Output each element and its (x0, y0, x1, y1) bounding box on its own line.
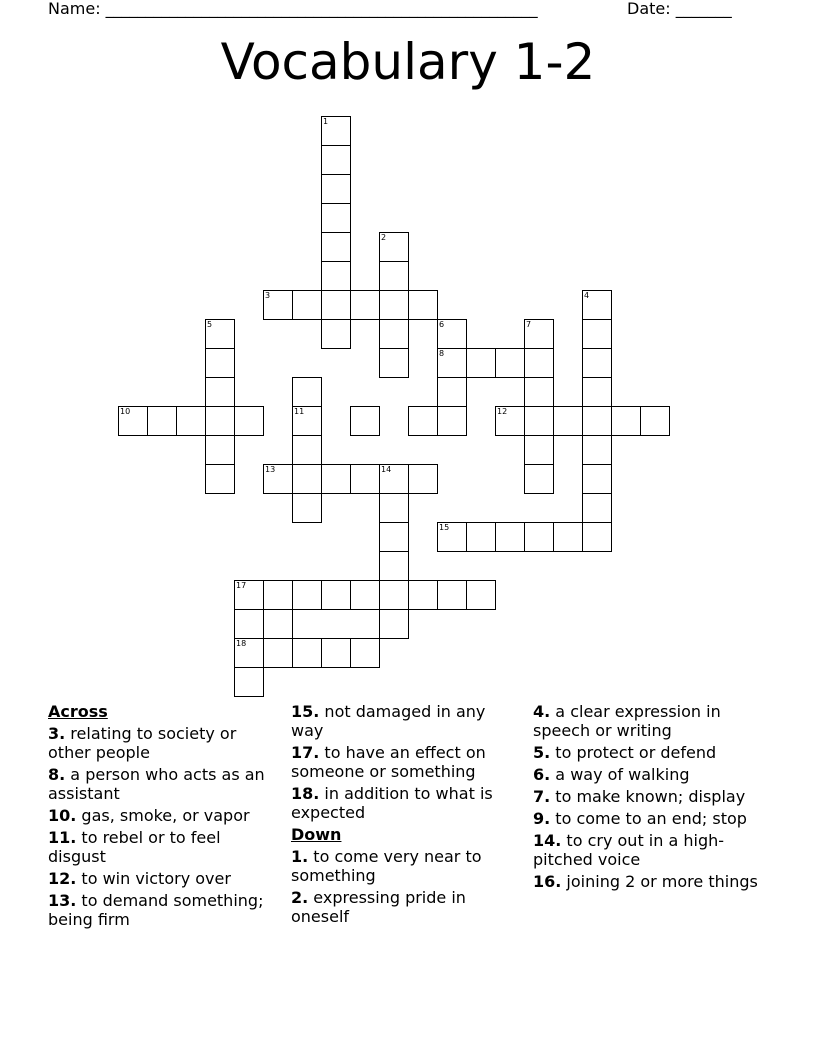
grid-cell[interactable] (263, 464, 293, 494)
clue-item-text: to make known; display (550, 787, 746, 806)
clues-column-3 (533, 702, 758, 894)
clue-item-text: not damaged in any way (291, 702, 486, 740)
clue-item-text: to win victory over (76, 869, 231, 888)
grid-cell[interactable] (582, 319, 612, 349)
clue-number: 13 (265, 465, 276, 474)
clue-number: 17 (236, 581, 247, 590)
grid-cell[interactable] (437, 522, 467, 552)
grid-cell[interactable] (437, 406, 467, 436)
grid-cell[interactable] (350, 290, 380, 320)
grid-cell[interactable] (379, 493, 409, 523)
clue-item-number: 7. (533, 787, 551, 806)
clue-number: 2 (381, 233, 387, 242)
clue-number: 6 (439, 320, 445, 329)
name-field-label: Name: ______________________________________________________ (48, 0, 538, 18)
grid-cell[interactable] (524, 406, 554, 436)
clue-item-text: expressing pride in oneself (291, 888, 466, 926)
clue-item-text: to come to an end; stop (550, 809, 747, 828)
grid-cell[interactable] (292, 638, 322, 668)
clue-item-text: gas, smoke, or vapor (76, 806, 250, 825)
grid-cell[interactable] (524, 319, 554, 349)
clue-item-number: 16. (533, 872, 562, 891)
clue-item-number: 18. (291, 784, 320, 803)
grid-cell[interactable] (466, 348, 496, 378)
clue-number: 7 (526, 320, 532, 329)
clue-item (48, 806, 273, 825)
clue-number: 4 (584, 291, 590, 300)
clues-column-2 (291, 702, 516, 929)
clue-item (533, 743, 758, 762)
clue-item-number: 9. (533, 809, 551, 828)
clue-item-number: 15. (291, 702, 320, 721)
clue-item (48, 724, 273, 762)
grid-cell[interactable] (379, 580, 409, 610)
grid-cell[interactable] (408, 406, 438, 436)
clue-item (533, 702, 758, 740)
clue-number: 5 (207, 320, 213, 329)
grid-cell[interactable] (582, 290, 612, 320)
grid-cell[interactable] (205, 319, 235, 349)
grid-cell[interactable] (292, 493, 322, 523)
grid-cell[interactable] (582, 522, 612, 552)
grid-cell[interactable] (408, 464, 438, 494)
clue-item (48, 765, 273, 803)
clue-item-text: to come very near to something (291, 847, 482, 885)
grid-cell[interactable] (495, 406, 525, 436)
clue-item-number: 5. (533, 743, 551, 762)
grid-cell[interactable] (640, 406, 670, 436)
clue-item-number: 12. (48, 869, 77, 888)
grid-cell[interactable] (350, 638, 380, 668)
down-heading: Down (291, 825, 342, 844)
clue-item (48, 828, 273, 866)
grid-cell[interactable] (379, 609, 409, 639)
grid-cell[interactable] (321, 116, 351, 146)
grid-cell[interactable] (379, 261, 409, 291)
grid-cell[interactable] (524, 435, 554, 465)
grid-cell[interactable] (437, 580, 467, 610)
grid-cell[interactable] (147, 406, 177, 436)
clue-item-number: 8. (48, 765, 66, 784)
clue-item (291, 784, 516, 822)
grid-cell[interactable] (205, 348, 235, 378)
grid-cell[interactable] (205, 406, 235, 436)
clue-item (291, 888, 516, 926)
grid-cell[interactable] (292, 406, 322, 436)
clue-item-text: a person who acts as an assistant (48, 765, 265, 803)
clue-item-number: 3. (48, 724, 66, 743)
grid-cell[interactable] (292, 290, 322, 320)
grid-cell[interactable] (495, 348, 525, 378)
grid-cell[interactable] (524, 522, 554, 552)
grid-cell[interactable] (582, 493, 612, 523)
grid-cell[interactable] (263, 580, 293, 610)
clue-number: 14 (381, 465, 392, 474)
grid-cell[interactable] (582, 377, 612, 407)
across-heading: Across (48, 702, 108, 721)
grid-cell[interactable] (553, 522, 583, 552)
grid-cell[interactable] (350, 464, 380, 494)
clue-item (533, 872, 758, 891)
clue-number: 3 (265, 291, 271, 300)
clue-item-text: to cry out in a high-pitched voice (533, 831, 725, 869)
clue-item (533, 765, 758, 784)
clue-number: 11 (294, 407, 305, 416)
grid-cell[interactable] (437, 348, 467, 378)
clue-item-number: 11. (48, 828, 77, 847)
grid-cell[interactable] (379, 319, 409, 349)
grid-cell[interactable] (582, 435, 612, 465)
grid-cell[interactable] (321, 203, 351, 233)
grid-cell[interactable] (321, 174, 351, 204)
clue-item-number: 13. (48, 891, 77, 910)
grid-cell[interactable] (118, 406, 148, 436)
grid-cell[interactable] (205, 377, 235, 407)
clue-item (291, 847, 516, 885)
grid-cell[interactable] (205, 435, 235, 465)
clue-item-number: 1. (291, 847, 309, 866)
clue-number: 15 (439, 523, 450, 532)
grid-cell[interactable] (524, 464, 554, 494)
grid-cell[interactable] (234, 667, 264, 697)
grid-cell[interactable] (379, 232, 409, 262)
grid-cell[interactable] (611, 406, 641, 436)
grid-cell[interactable] (379, 290, 409, 320)
clue-number: 18 (236, 639, 247, 648)
grid-cell[interactable] (466, 580, 496, 610)
grid-cell[interactable] (553, 406, 583, 436)
clue-item-number: 17. (291, 743, 320, 762)
grid-cell[interactable] (234, 406, 264, 436)
grid-cell[interactable] (437, 377, 467, 407)
grid-cell[interactable] (582, 348, 612, 378)
grid-cell[interactable] (292, 377, 322, 407)
clue-item (48, 869, 273, 888)
page-title: Vocabulary 1-2 (220, 33, 596, 91)
grid-cell[interactable] (379, 464, 409, 494)
clue-item-number: 6. (533, 765, 551, 784)
clue-number: 1 (323, 117, 329, 126)
grid-cell[interactable] (408, 580, 438, 610)
grid-cell[interactable] (524, 348, 554, 378)
clue-item (533, 787, 758, 806)
clue-number: 8 (439, 349, 445, 358)
clue-item-number: 10. (48, 806, 77, 825)
grid-cell[interactable] (495, 522, 525, 552)
date-field-label: Date: _______ (627, 0, 732, 18)
grid-cell[interactable] (350, 406, 380, 436)
grid-cell[interactable] (379, 551, 409, 581)
clues-column-1 (48, 702, 273, 932)
clue-item-number: 4. (533, 702, 551, 721)
clue-number: 10 (120, 407, 131, 416)
grid-cell[interactable] (263, 290, 293, 320)
clue-item-text: joining 2 or more things (561, 872, 758, 891)
clue-item (291, 743, 516, 781)
clue-item (48, 891, 273, 929)
grid-cell[interactable] (321, 145, 351, 175)
grid-cell[interactable] (263, 638, 293, 668)
clue-item-text: a way of walking (550, 765, 690, 784)
grid-cell[interactable] (321, 580, 351, 610)
grid-cell[interactable] (292, 435, 322, 465)
grid-cell[interactable] (205, 464, 235, 494)
clue-item-text: to rebel or to feel disgust (48, 828, 221, 866)
grid-cell[interactable] (350, 580, 380, 610)
grid-cell[interactable] (437, 319, 467, 349)
grid-cell[interactable] (466, 522, 496, 552)
clue-number: 12 (497, 407, 508, 416)
grid-cell[interactable] (234, 580, 264, 610)
clue-item (533, 831, 758, 869)
grid-cell[interactable] (234, 638, 264, 668)
clue-item-text: to protect or defend (550, 743, 717, 762)
clue-item-text: in addition to what is expected (291, 784, 493, 822)
grid-cell[interactable] (582, 464, 612, 494)
grid-cell[interactable] (321, 261, 351, 291)
grid-cell[interactable] (321, 290, 351, 320)
clue-item-text: relating to society or other people (48, 724, 237, 762)
grid-cell[interactable] (379, 522, 409, 552)
grid-cell[interactable] (408, 290, 438, 320)
grid-cell[interactable] (321, 319, 351, 349)
clue-item-number: 2. (291, 888, 309, 907)
grid-cell[interactable] (321, 232, 351, 262)
grid-cell[interactable] (582, 406, 612, 436)
grid-cell[interactable] (234, 609, 264, 639)
grid-cell[interactable] (321, 464, 351, 494)
clue-item (291, 702, 516, 740)
clue-item-number: 14. (533, 831, 562, 850)
grid-cell[interactable] (176, 406, 206, 436)
grid-cell[interactable] (292, 580, 322, 610)
clue-item-text: to demand something; being firm (48, 891, 264, 929)
grid-cell[interactable] (379, 348, 409, 378)
grid-cell[interactable] (292, 464, 322, 494)
clue-item-text: a clear expression in speech or writing (533, 702, 721, 740)
grid-cell[interactable] (321, 638, 351, 668)
grid-cell[interactable] (263, 609, 293, 639)
clue-item-text: to have an effect on someone or something (291, 743, 486, 781)
grid-cell[interactable] (524, 377, 554, 407)
clue-item (533, 809, 758, 828)
